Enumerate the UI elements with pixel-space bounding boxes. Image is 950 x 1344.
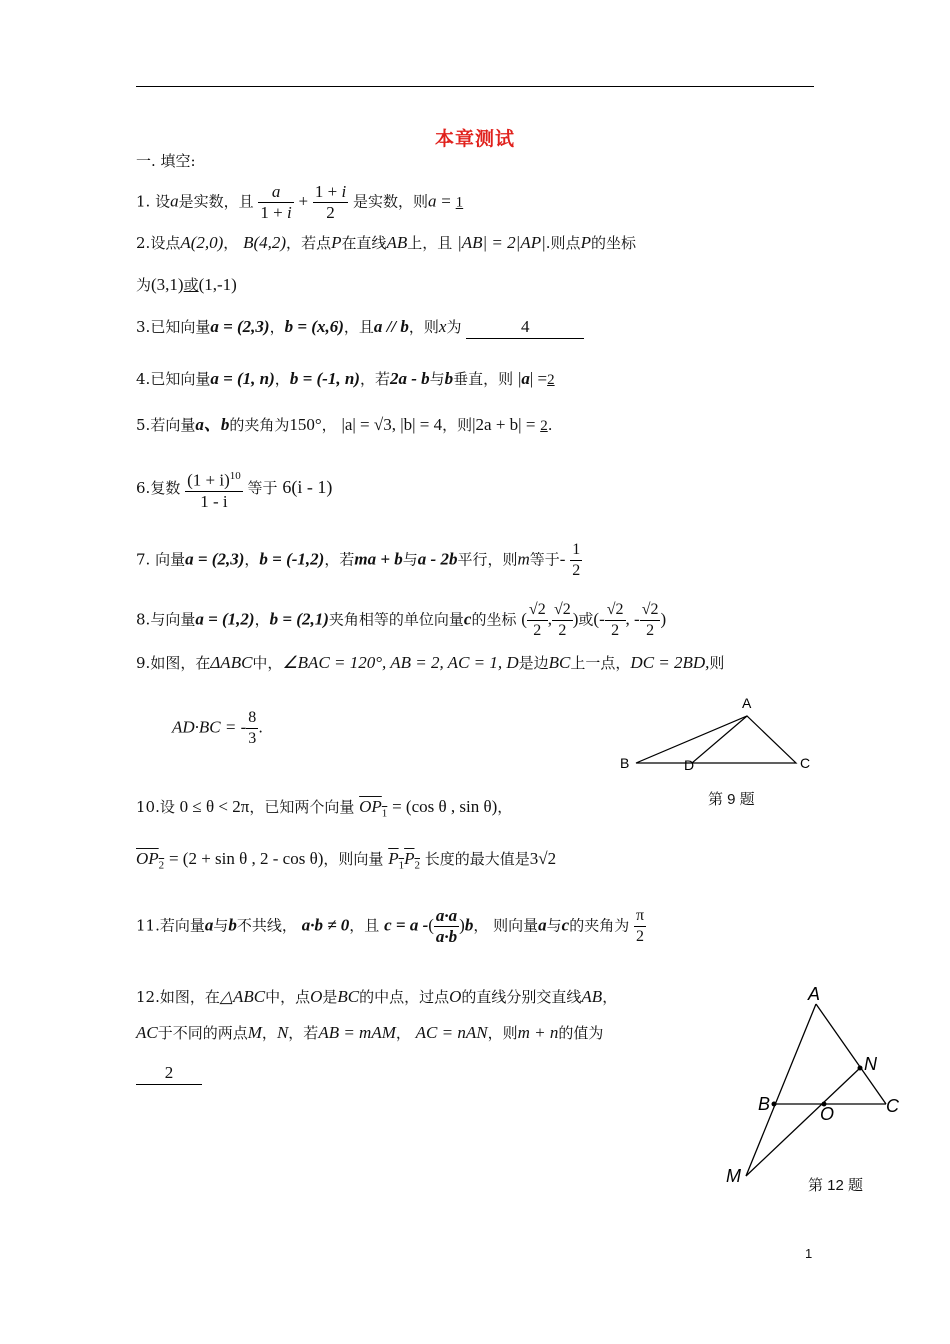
question-5: 5.若向量a、b的夹角为150°， |a| = √3, |b| = 4，则|2a + b| = 2. <box>136 415 553 434</box>
page-title: 本章测试 <box>434 128 515 150</box>
question-12-answer <box>136 1062 202 1085</box>
question-10-cont: $OP_2 = (2 + \sin \theta$ , 2 - cos θ)，则向量 $P_1P_2$ 长度的最大值是3√2 <box>136 849 557 872</box>
answer-1: 1 <box>455 194 464 211</box>
answer-6: 6(i - 1) <box>282 476 333 497</box>
question-6: 6.复数 $\frac{(1 + i)^{10}}{1 - i}$ 等于 6(i - 1) <box>136 466 332 512</box>
header-rule <box>136 86 814 87</box>
figure-9-caption: 第 9 题 <box>708 791 755 808</box>
fig9-label-b: B <box>620 755 630 771</box>
fig12-line-ab <box>746 1004 816 1176</box>
fig12-point-b <box>772 1102 777 1107</box>
fig9-label-c: C <box>800 755 811 771</box>
fig12-line-mn <box>746 1068 860 1176</box>
question-4: 4.已知向量a = (1, n)，b = (-1, n)，若2a - b与b垂直，则 |a| =2 <box>136 369 555 388</box>
fig12-label-c: C <box>886 1096 899 1116</box>
fig12-point-n <box>858 1066 863 1071</box>
figure-12 <box>720 980 910 1185</box>
question-10: 10.设 0 ≤ θ < 2π，已知两个向量 $OP_1 = (\cos$ θ , sin θ)， <box>136 797 513 820</box>
answer-10: 3√2 <box>529 849 557 868</box>
fig9-label-d: D <box>684 757 695 773</box>
question-11: 11.若向量a与b不共线， a·b ≠ 0，且 c = a -( $\frac{a\cdot a}{a\cdot b}$ )b， 则向量a与c的夹角为 $\frac{\pi}{2}$ <box>136 906 645 946</box>
fig12-label-n: N <box>864 1054 877 1074</box>
question-12-cont: AC于不同的两点M，N，若AB = mAM， AC = nAN，则m + n的值为 <box>136 1023 604 1042</box>
answer-12: 2 <box>136 1062 202 1085</box>
fig9-segment-ad <box>692 716 747 763</box>
answer-3: 4 <box>466 316 584 339</box>
question-9: 9.如图，在ΔABC中，∠BAC = 120°, AB = 2, AC = 1, D是边BC上一点，DC = 2BD,则 <box>136 653 725 672</box>
fig12-label-b: B <box>758 1094 771 1114</box>
figure-12-caption: 第 12 题 <box>808 1177 864 1194</box>
question-7: 7. 向量a = (2,3)，b = (-1,2)，若ma + b与a - 2b平行，则m等于- $\frac{1}{2}$ <box>136 541 581 579</box>
question-1: 1. 设a是实数，且 $\frac{a}{1 + i}$ + $\frac{1 + i}{2}$ 是实数，则a = 1 <box>136 182 464 222</box>
fig12-label-a: A <box>808 984 821 1004</box>
fig9-label-a: A <box>742 695 752 711</box>
fig9-triangle <box>636 716 796 763</box>
answer-4: 2 <box>547 372 555 388</box>
figure-9 <box>610 690 820 780</box>
fig12-label-o: O <box>820 1104 835 1124</box>
question-3: 3.已知向量a = (2,3)，b = (x,6)，且a // b，则x为 4 <box>136 316 584 339</box>
question-9-answer: AD·BC = - $\frac{8}{3}$ . <box>172 709 264 747</box>
section-heading: 一. 填空: <box>136 152 196 170</box>
question-2: 2.设点A(2,0)， B(4,2)，若点P在直线AB上，且 |AB| = 2|AP|.则点P的坐标 <box>136 233 636 252</box>
question-2-answer: 为(3,1)或(1,-1) <box>136 275 237 294</box>
question-12: 12.如图，在△ABC中，点O是BC的中点，过点O的直线分别交直线AB， <box>136 987 618 1006</box>
fig12-label-m: M <box>726 1166 741 1185</box>
page-number: 1 <box>805 1246 813 1261</box>
question-8: 8.与向量a = (1,2)，b = (2,1)夹角相等的单位向量c的坐标 ( $\frac{√2}{2}$ , $\frac{√2}{2}$ )或(- $\frac{√2}{2}$ , - $\frac{√2}{2}$ ) <box>136 601 667 639</box>
answer-5: 2 <box>540 418 548 434</box>
